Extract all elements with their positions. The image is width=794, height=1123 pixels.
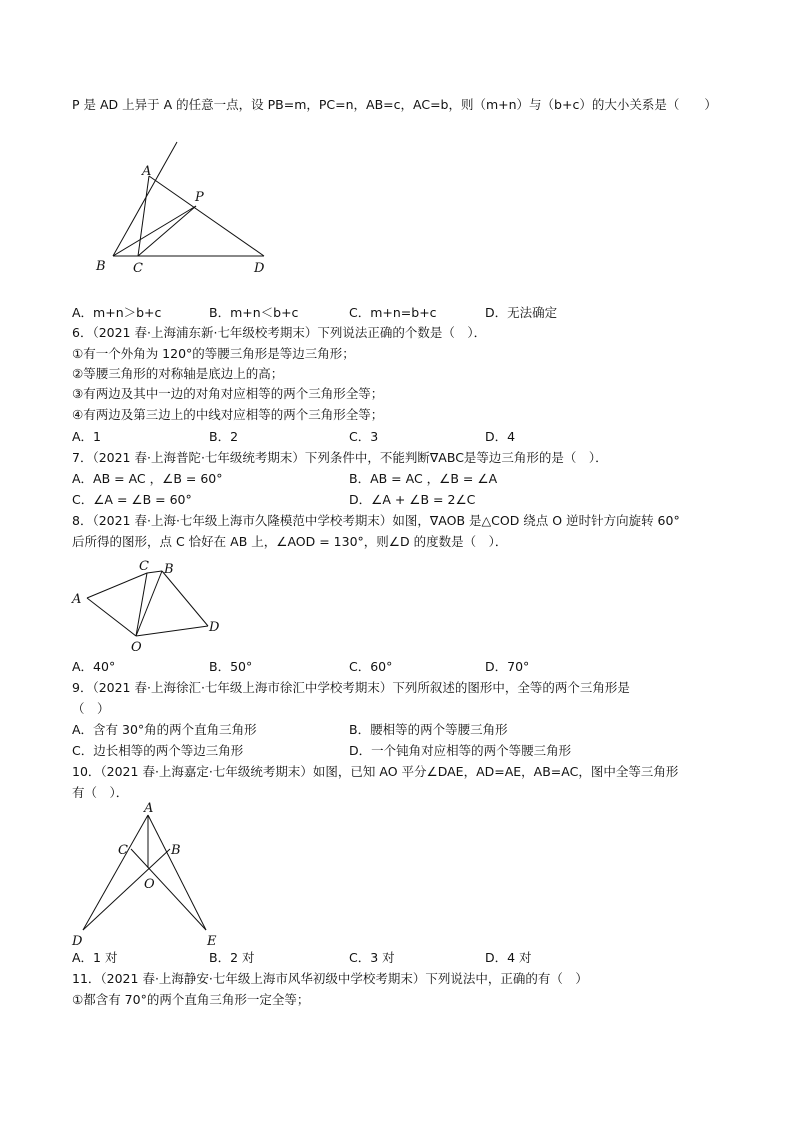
q10-option-d[interactable]: D．4 对 xyxy=(485,950,532,965)
q6-stem: 6．（2021 春·上海浦东新·七年级校考期末）下列说法正确的个数是（ ）． xyxy=(72,325,487,340)
q10-label-o: O xyxy=(144,877,155,892)
q11-stem: 11．（2021 春·上海静安·七年级上海市风华初级中学校考期末）下列说法中，正确的有（ ） xyxy=(72,971,588,986)
q8-label-b: B xyxy=(164,562,174,577)
q6-item-1: ①有一个外角为 120°的等腰三角形是等边三角形； xyxy=(72,346,355,361)
q5-option-a[interactable]: A．m+n＞b+c xyxy=(72,305,162,320)
q8-stem-line1: 8．（2021 春·上海·七年级上海市久隆模范中学校考期末）如图，∇AOB 是△COD 绕点 O 逆时针方向旋转 60° xyxy=(72,513,680,528)
q8-option-b[interactable]: B．50° xyxy=(209,659,253,674)
q6-item-2: ②等腰三角形的对称轴是底边上的高； xyxy=(72,366,284,381)
q5-option-c[interactable]: C．m+n=b+c xyxy=(349,305,437,320)
q10-figure xyxy=(66,800,226,950)
q10-label-e: E xyxy=(207,934,217,949)
q10-option-c[interactable]: C．3 对 xyxy=(349,950,395,965)
q8-label-a: A xyxy=(72,592,82,607)
q8-option-c[interactable]: C．60° xyxy=(349,659,393,674)
q5-label-a: A xyxy=(142,164,152,179)
q5-option-b[interactable]: B．m+n＜b+c xyxy=(209,305,299,320)
q7-stem: 7．（2021 春·上海普陀·七年级统考期末）下列条件中，不能判断∇ABC是等边三角形的是（ ）． xyxy=(72,450,608,465)
q6-item-4: ④有两边及第三边上的中线对应相等的两个三角形全等； xyxy=(72,407,384,422)
q10-stem-line1: 10．（2021 春·上海嘉定·七年级统考期末）如图，已知 AO 平分∠DAE，AD=AE，AB=AC，图中全等三角形 xyxy=(72,764,679,779)
q5-label-d: D xyxy=(254,261,265,276)
q7-option-b[interactable]: B．AB = AC ，∠B = ∠A xyxy=(349,471,498,486)
q7-option-d[interactable]: D．∠A + ∠B = 2∠C xyxy=(349,492,476,507)
q8-option-a[interactable]: A．40° xyxy=(72,659,116,674)
q7-option-c[interactable]: C．∠A = ∠B = 60° xyxy=(72,492,192,507)
q5-label-c: C xyxy=(133,261,143,276)
q9-stem-line2: （ ） xyxy=(72,701,110,716)
q5-option-d[interactable]: D．无法确定 xyxy=(485,305,558,320)
q6-option-d[interactable]: D．4 xyxy=(485,429,516,444)
q6-option-c[interactable]: C．3 xyxy=(349,429,379,444)
q5-stem: P 是 AD 上异于 A 的任意一点，设 PB=m，PC=n，AB=c，AC=b，则（m+n）与（b+c）的大小关系是（ ） xyxy=(72,97,717,112)
q10-label-a: A xyxy=(144,801,154,816)
q6-option-a[interactable]: A．1 xyxy=(72,429,102,444)
q8-label-d: D xyxy=(209,620,220,635)
q10-label-d: D xyxy=(72,934,83,949)
q9-option-a[interactable]: A．含有 30°角的两个直角三角形 xyxy=(72,722,257,737)
q8-label-o: O xyxy=(131,640,142,655)
q6-option-b[interactable]: B．2 xyxy=(209,429,239,444)
q8-option-d[interactable]: D．70° xyxy=(485,659,530,674)
q8-stem-line2: 后所得的图形，点 C 恰好在 AB 上，∠AOD = 130°，则∠D 的度数是（ ）． xyxy=(72,534,508,549)
q9-stem-line1: 9．（2021 春·上海徐汇·七年级上海市徐汇中学校考期末）下列所叙述的图形中，全等的两个三角形是 xyxy=(72,680,630,695)
q9-option-c[interactable]: C．边长相等的两个等边三角形 xyxy=(72,743,244,758)
q10-label-b: B xyxy=(171,843,181,858)
q9-option-b[interactable]: B．腰相等的两个等腰三角形 xyxy=(349,722,508,737)
q10-stem-line2: 有（ ）． xyxy=(72,785,129,800)
q6-item-3: ③有两边及其中一边的对角对应相等的两个三角形全等； xyxy=(72,386,384,401)
q7-option-a[interactable]: A．AB = AC ，∠B = 60° xyxy=(72,471,223,486)
q8-figure xyxy=(70,556,230,656)
q10-label-c: C xyxy=(118,843,128,858)
q10-option-b[interactable]: B．2 对 xyxy=(209,950,255,965)
q5-label-p: P xyxy=(195,190,204,205)
q8-label-c: C xyxy=(139,559,149,574)
q5-figure xyxy=(86,138,286,278)
q11-item-1: ①都含有 70°的两个直角三角形一定全等； xyxy=(72,992,310,1007)
q5-label-b: B xyxy=(96,259,106,274)
q10-option-a[interactable]: A．1 对 xyxy=(72,950,118,965)
q9-option-d[interactable]: D．一个钝角对应相等的两个等腰三角形 xyxy=(349,743,572,758)
